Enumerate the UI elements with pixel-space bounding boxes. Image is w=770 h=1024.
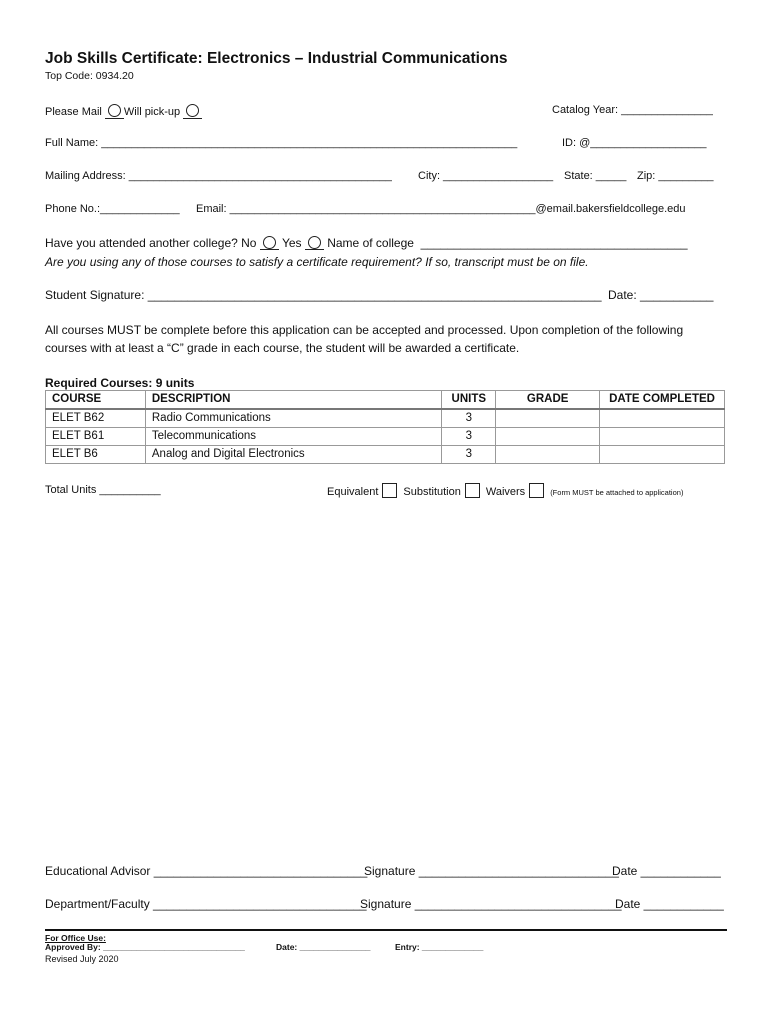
department-field[interactable]: Department/Faculty ________________________________ <box>45 897 367 911</box>
advisor-signature-field[interactable]: Signature ______________________________ <box>364 864 619 878</box>
pickup-radio-wrap[interactable] <box>183 104 202 119</box>
col-date-completed: DATE COMPLETED <box>600 391 725 410</box>
course-description: Radio Communications <box>145 409 441 428</box>
yes-label: Yes <box>281 236 302 250</box>
advisor-date-field[interactable]: Date ____________ <box>612 864 721 878</box>
course-units: 3 <box>442 409 496 428</box>
mail-radio-icon[interactable] <box>108 104 121 117</box>
email-field[interactable]: Email: __________________________________________________@email.bakersfieldcollege.edu <box>196 203 686 215</box>
city-field[interactable]: City: __________________ <box>418 170 554 182</box>
course-grade[interactable] <box>496 409 600 428</box>
catalog-year-field[interactable]: Catalog Year: _______________ <box>552 104 713 116</box>
transcript-note: Are you using any of those courses to satisfy a certificate requirement? If so, transcript must be on file. <box>45 255 589 269</box>
table-row <box>46 409 725 428</box>
no-radio-icon[interactable] <box>263 236 276 249</box>
state-field[interactable]: State: _____ <box>564 170 627 182</box>
course-grade[interactable] <box>496 428 600 446</box>
course-code: ELET B62 <box>46 409 146 428</box>
substitution-label: Substitution <box>403 486 461 498</box>
college-name-field[interactable]: Name of college ________________________________________ <box>327 236 688 250</box>
course-units: 3 <box>442 428 496 446</box>
col-units: UNITS <box>442 391 496 410</box>
no-radio-wrap[interactable] <box>260 236 279 250</box>
approved-by-field[interactable]: Approved By: ______________________________ <box>45 942 245 952</box>
col-course: COURSE <box>46 391 146 410</box>
required-courses-heading: Required Courses: 9 units <box>45 376 195 390</box>
waiver-note: (Form MUST be attached to application) <box>550 488 684 497</box>
course-date-completed[interactable] <box>600 446 725 464</box>
zip-field[interactable]: Zip: _________ <box>637 170 714 182</box>
total-units-field[interactable]: Total Units __________ <box>45 484 161 496</box>
department-date-field[interactable]: Date ____________ <box>615 897 724 911</box>
equivalent-label: Equivalent <box>327 486 379 498</box>
full-name-field[interactable]: Full Name: ____________________________________________________________________ <box>45 137 518 149</box>
college-question-row <box>45 236 688 250</box>
top-code: Top Code: 0934.20 <box>45 70 134 82</box>
waivers-label: Waivers <box>485 486 526 498</box>
col-grade: GRADE <box>496 391 600 410</box>
equivalent-checkbox[interactable] <box>382 483 397 498</box>
revised-date: Revised July 2020 <box>45 954 119 964</box>
instructions-line-2: courses with at least a “C” grade in each course, the student will be awarded a certificate. <box>45 341 520 355</box>
pickup-label: Will pick-up <box>123 106 181 118</box>
course-code: ELET B6 <box>46 446 146 464</box>
entry-field[interactable]: Entry: _____________ <box>395 942 484 952</box>
office-date-field[interactable]: Date: _______________ <box>276 942 371 952</box>
pickup-radio-icon[interactable] <box>186 104 199 117</box>
phone-field[interactable]: Phone No.:_____________ <box>45 203 180 215</box>
table-row <box>46 428 725 446</box>
department-signature-field[interactable]: Signature _______________________________ <box>360 897 622 911</box>
table-header-row <box>46 391 725 410</box>
mail-label: Please Mail <box>45 106 102 118</box>
instructions-line-1: All courses MUST be complete before this application can be accepted and processed. Upon completion of the following <box>45 323 684 337</box>
office-use-label: For Office Use: <box>45 933 106 943</box>
student-id-field[interactable]: ID: @___________________ <box>562 137 707 149</box>
substitution-checkbox[interactable] <box>465 483 480 498</box>
course-description: Analog and Digital Electronics <box>145 446 441 464</box>
advisor-field[interactable]: Educational Advisor ________________________________ <box>45 864 368 878</box>
course-date-completed[interactable] <box>600 428 725 446</box>
waivers-checkbox[interactable] <box>529 483 544 498</box>
delivery-row <box>45 104 202 119</box>
course-units: 3 <box>442 446 496 464</box>
col-description: DESCRIPTION <box>145 391 441 410</box>
courses-table <box>45 390 725 464</box>
student-signature-field[interactable]: Student Signature: ____________________________________________________________________ <box>45 288 602 302</box>
exception-row <box>327 483 683 498</box>
college-question: Have you attended another college? No <box>45 236 257 250</box>
course-date-completed[interactable] <box>600 409 725 428</box>
yes-radio-wrap[interactable] <box>305 236 324 250</box>
mail-radio-wrap[interactable] <box>105 104 124 119</box>
page-title: Job Skills Certificate: Electronics – Industrial Communications <box>45 50 508 67</box>
course-description: Telecommunications <box>145 428 441 446</box>
office-divider <box>45 929 727 931</box>
table-row <box>46 446 725 464</box>
mailing-address-field[interactable]: Mailing Address: ___________________________________________ <box>45 170 392 182</box>
student-signature-date[interactable]: Date: ___________ <box>608 288 714 302</box>
course-grade[interactable] <box>496 446 600 464</box>
course-code: ELET B61 <box>46 428 146 446</box>
yes-radio-icon[interactable] <box>308 236 321 249</box>
